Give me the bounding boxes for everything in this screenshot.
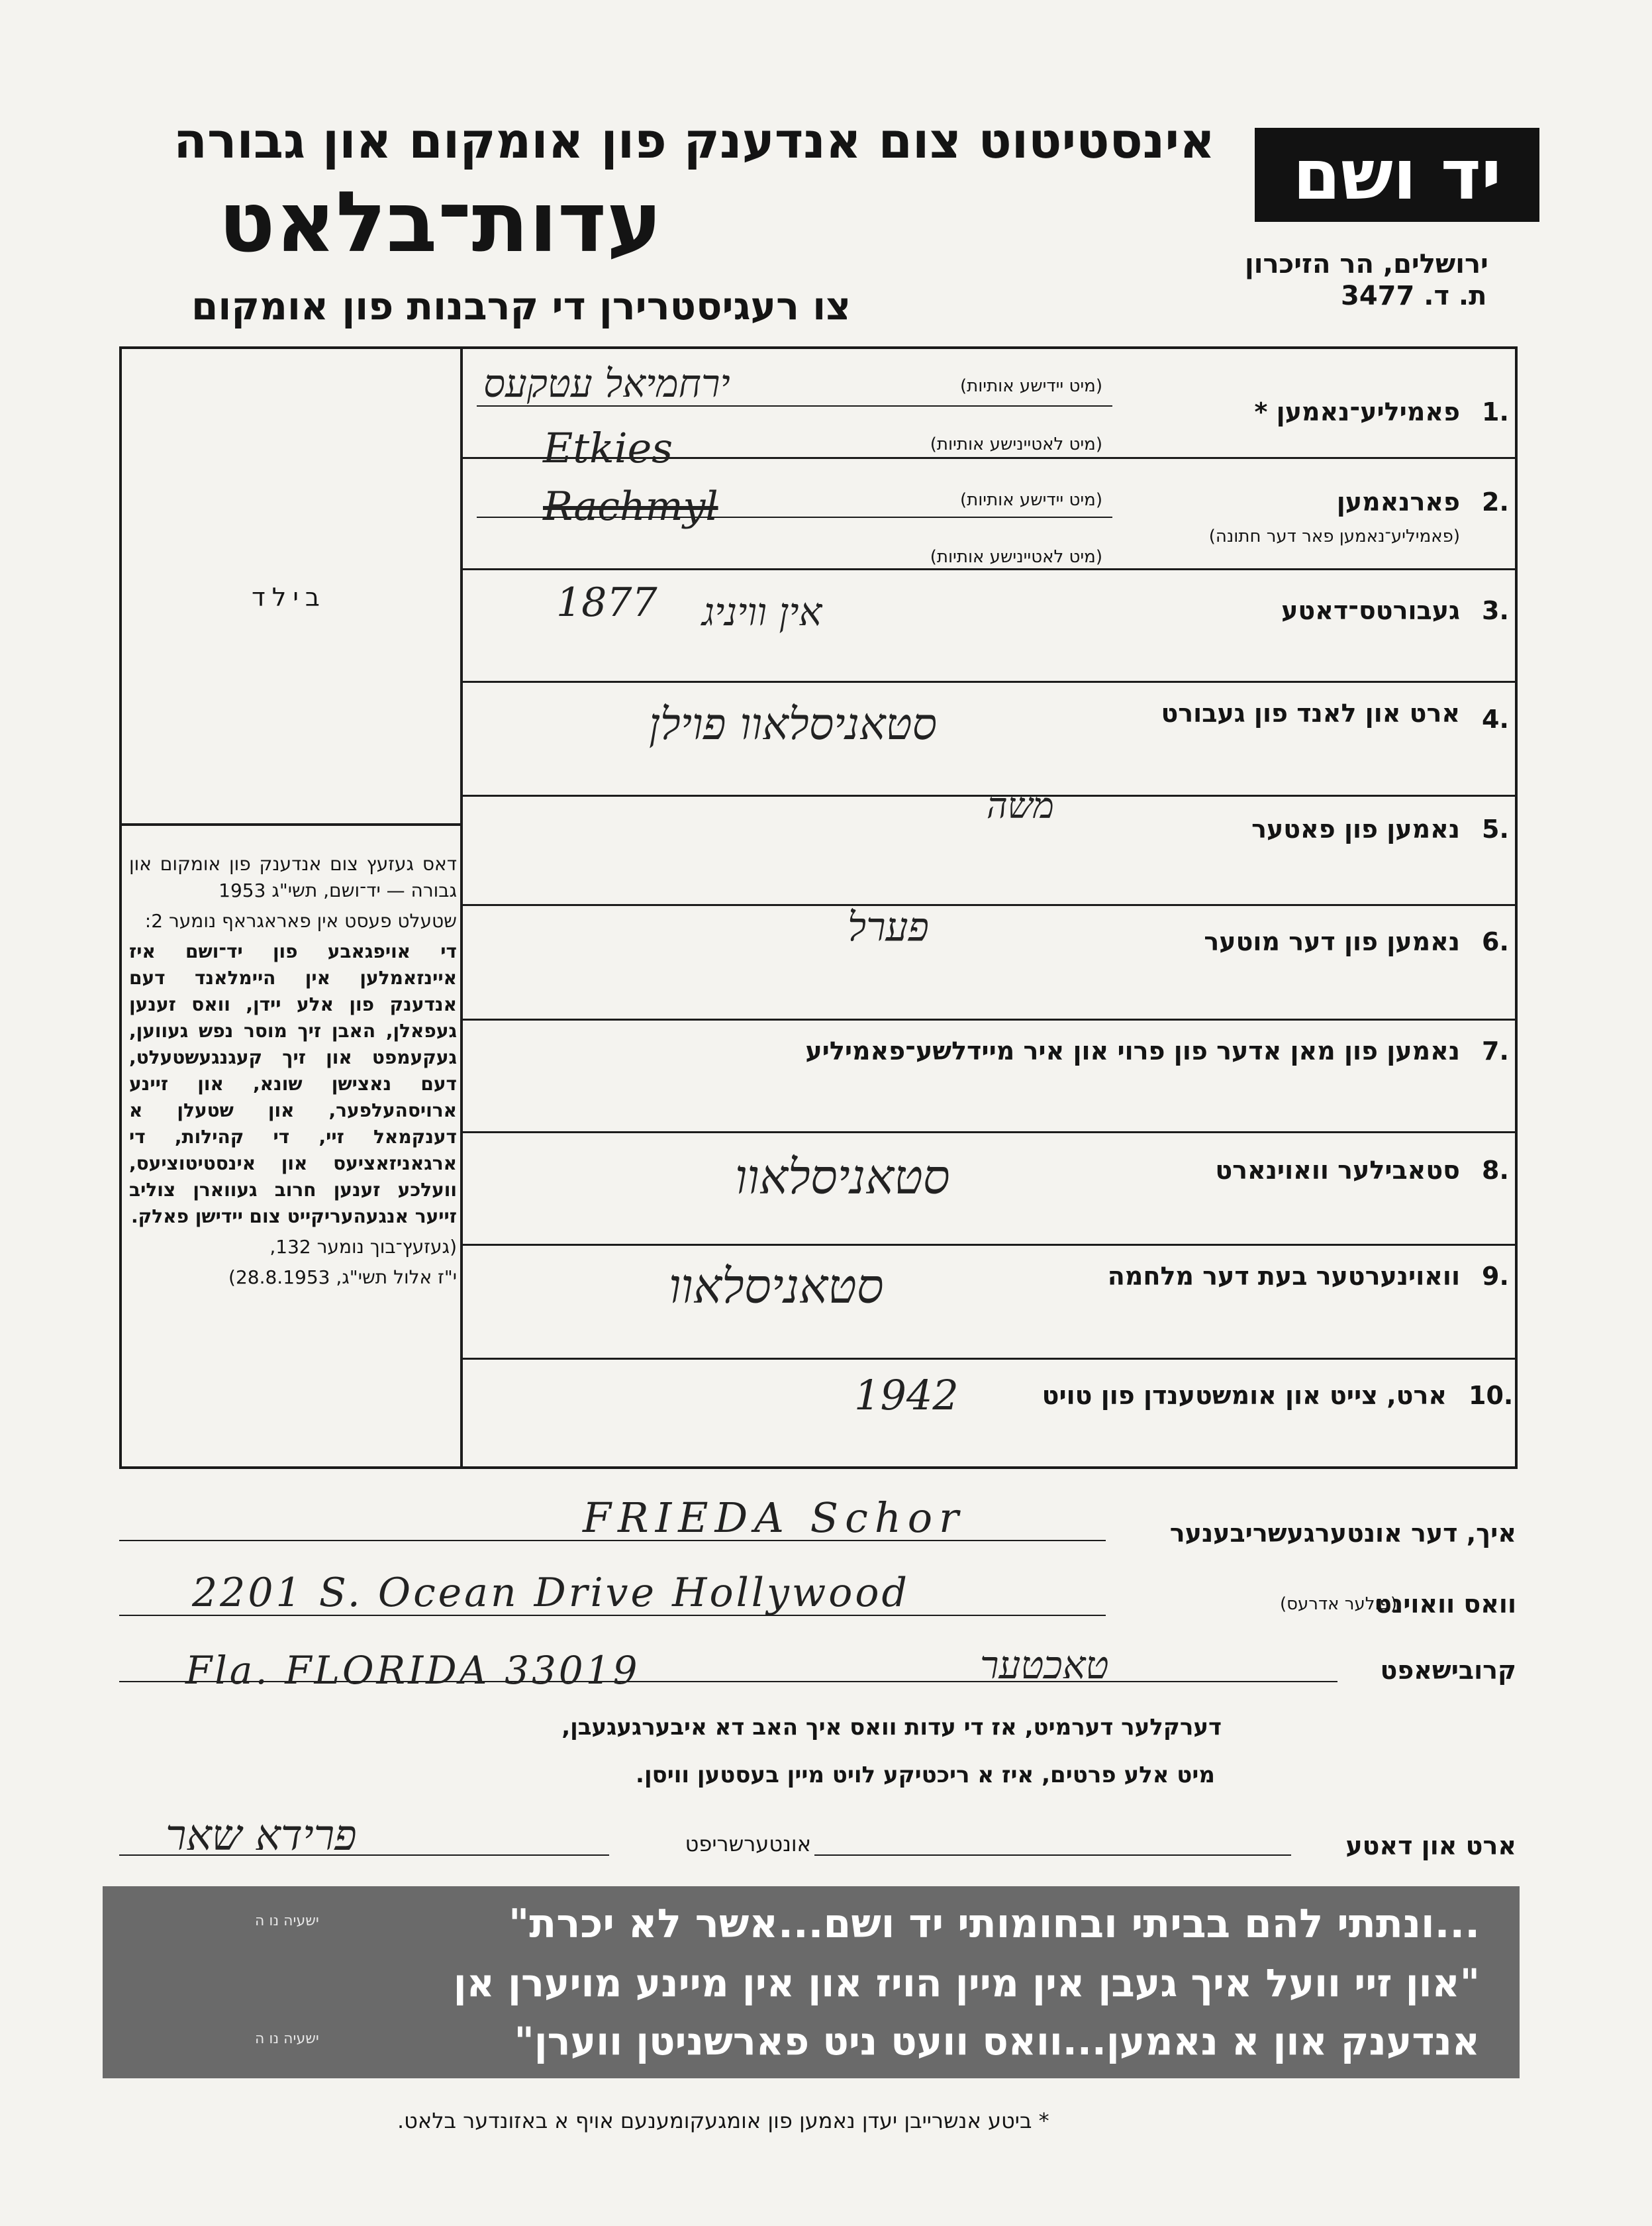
submitter-name-value[interactable]: FRIEDA Schor [583, 1493, 965, 1542]
yad-vashem-logo: יד ושם [1255, 128, 1539, 222]
photo-box-bottom [119, 823, 462, 826]
submitter-address-value-2[interactable]: Fla. FLORIDA 33019 [185, 1648, 640, 1693]
surname-yiddish-value[interactable]: ירחמיאל עטקעס [483, 361, 730, 406]
row-6-number: 6. [1482, 927, 1509, 956]
birthplace-value[interactable]: סטאניסלאוו פוילן [649, 699, 938, 750]
row-5-label: נאמען פון פאטער [1251, 815, 1460, 844]
declaration-line-2: מיט אלע פרטים, איז א ריכטיקע לויט מיין בעסטען וויסן. [636, 1762, 1215, 1788]
column-divider [460, 346, 463, 1469]
row-2-label-note: (פאמיליע־נאמען פאר דער חתונה) [1208, 527, 1460, 546]
quote-banner [103, 1886, 1520, 2078]
place-date-label: ארט און דאטע [1345, 1831, 1516, 1860]
law-paragraph-1: דאס געזעץ צום אנדענק פון אומקום און גבורה — יד־ושם, תשי"ג 1953 [129, 853, 457, 901]
death-circumstances-value[interactable]: 1942 [854, 1371, 959, 1419]
law-paragraph-2: שטעלט פעסט אין פאראגראף נומער 2: [144, 910, 457, 932]
row-separator [462, 1131, 1518, 1133]
row-9-number: 9. [1482, 1262, 1509, 1291]
banner-ref-1: ישעיה נו ה [255, 1913, 319, 1929]
row-4-number: 4. [1482, 705, 1509, 734]
row-separator [462, 1244, 1518, 1246]
place-date-line [814, 1854, 1291, 1856]
submitter-name-label: איך, דער אונטערגעשריבענער [1169, 1519, 1516, 1548]
row-10-label: ארט, צייט און אומשטענדן פון טויט [1042, 1381, 1447, 1410]
permanent-residence-value[interactable]: סטאניסלאוו [735, 1149, 950, 1205]
row-separator [462, 1019, 1518, 1021]
logo-address: ירושלים, הר הזיכרון [1245, 249, 1488, 279]
birth-date-note-value[interactable]: אין וויניג [702, 589, 822, 634]
row-8-number: 8. [1482, 1156, 1509, 1185]
surname-latin-value[interactable]: Etkies [543, 424, 673, 472]
row-separator [462, 1358, 1518, 1360]
footnote: * ביטע אנשרייבן יעדן נאמען פון אומגעקומענעם אויף א באזונדער בלאט. [397, 2108, 1049, 2133]
law-citation-2: י"ז אלול תשי"ג, 28.8.1953) [228, 1266, 457, 1288]
logo-po-box: ת. ד. 3477 [1341, 281, 1487, 311]
first-name-value[interactable]: Rachmyl [543, 483, 718, 530]
row-3-label: געבורטס־דאטע [1281, 596, 1460, 625]
banner-ref-2: ישעיה נו ה [255, 2031, 319, 2047]
birth-year-value[interactable]: 1877 [556, 580, 657, 626]
law-citation-1: (געזעץ־בוך נומער 132, [269, 1236, 457, 1258]
submitter-relation-value[interactable]: טאכטער [980, 1643, 1109, 1688]
row-1-number: 1. [1482, 397, 1509, 427]
signature-label: אונטערשריפט [685, 1831, 811, 1856]
submitter-address-note: (פולער אדרעס) [1280, 1594, 1397, 1614]
row-8-label: סטאבילער וואוינארט [1215, 1156, 1460, 1185]
page-subtitle: צו רעגיסטרירן די קרבנות פון אומקום [191, 283, 851, 329]
row-separator [462, 568, 1518, 570]
mother-name-value[interactable]: פערל [848, 904, 929, 950]
row-3-number: 3. [1482, 596, 1509, 625]
row-2-label: פארנאמען [1336, 487, 1460, 517]
submitter-relation-label: קרובישאפט [1380, 1656, 1516, 1685]
page-title: עדות־בלאט [219, 174, 662, 271]
row-2-sub-latin: (מיט לאטיינישע אותיות) [930, 547, 1102, 567]
row-5-number: 5. [1482, 815, 1509, 844]
wartime-residence-value[interactable]: סטאניסלאוו [669, 1258, 884, 1314]
row-4-label: ארט און לאנד פון געבורט [1161, 699, 1460, 728]
row-6-label: נאמען פון דער מוטער [1204, 927, 1460, 956]
institute-name: אינסטיטוט צום אנדענק פון אומקום און גבורה [173, 113, 1215, 170]
declaration-line-1: דערקלער דערמיט, אז די עדות וואס איך האב דא איבערגעגעבן, [561, 1714, 1222, 1741]
banner-quote-hebrew: ...ונתתי להם בביתי ובחומותי יד ושם...אשר לא יכרת" [509, 1901, 1480, 1947]
submitter-address-value[interactable]: 2201 S. Ocean Drive Hollywood [192, 1570, 910, 1616]
row-7-label: נאמען פון מאן אדער פון פרוי און איר מיידלשע־פאמיליע [805, 1037, 1460, 1066]
photo-label: בילד [252, 583, 326, 612]
row-10-number: 10. [1469, 1381, 1514, 1410]
row-9-label: וואוינערטער בעת דער מלחמה [1107, 1262, 1460, 1291]
law-text [129, 851, 457, 1295]
submitter-address-label: וואס וואוינט [1375, 1590, 1516, 1619]
row-separator [462, 904, 1518, 906]
row-2-number: 2. [1482, 487, 1509, 517]
banner-quote-yiddish-2: אנדענק און א נאמען...וואס וועט ניט פארשניטן ווערן" [514, 2019, 1480, 2064]
row-1-sub-latin: (מיט לאטיינישע אותיות) [930, 434, 1102, 454]
row-separator [462, 681, 1518, 683]
law-paragraph-3: די אויפגאבע פון יד־ושם איז איינזאמלען אין היימלאנד דעם אנדענק פון אלע יידן, וואס זענען געפאלן, האבן זיך מוסר נפש געווען, געקעמפט און זיך קעגנגעשטעלט, דעם נאצישן שונא, און זיינע ארויסהעלפער, און שטעלן א דענקמאל זיי, די קהילות, די ארגאניזאציעס און אינסטיטוציעס, וועלכע זענען חרוב געווארן צוליב זייער אנגעהעריקייט צום יידישן פאלק. [129, 940, 457, 1227]
banner-quote-yiddish-1: "און זיי וועל איך געבן אין מיין הויז און אין מיינע מויערן אן [453, 1960, 1480, 2005]
signature-value[interactable]: פרידא שאר [166, 1811, 357, 1860]
row-2-sub-yiddish: (מיט יידישע אותיות) [959, 490, 1102, 510]
row-1-sub-yiddish: (מיט יידישע אותיות) [959, 376, 1102, 396]
row-1-label: פאמיליע־נאמען * [1254, 397, 1460, 427]
row-7-number: 7. [1482, 1037, 1509, 1066]
father-name-value[interactable]: משה [987, 785, 1054, 827]
